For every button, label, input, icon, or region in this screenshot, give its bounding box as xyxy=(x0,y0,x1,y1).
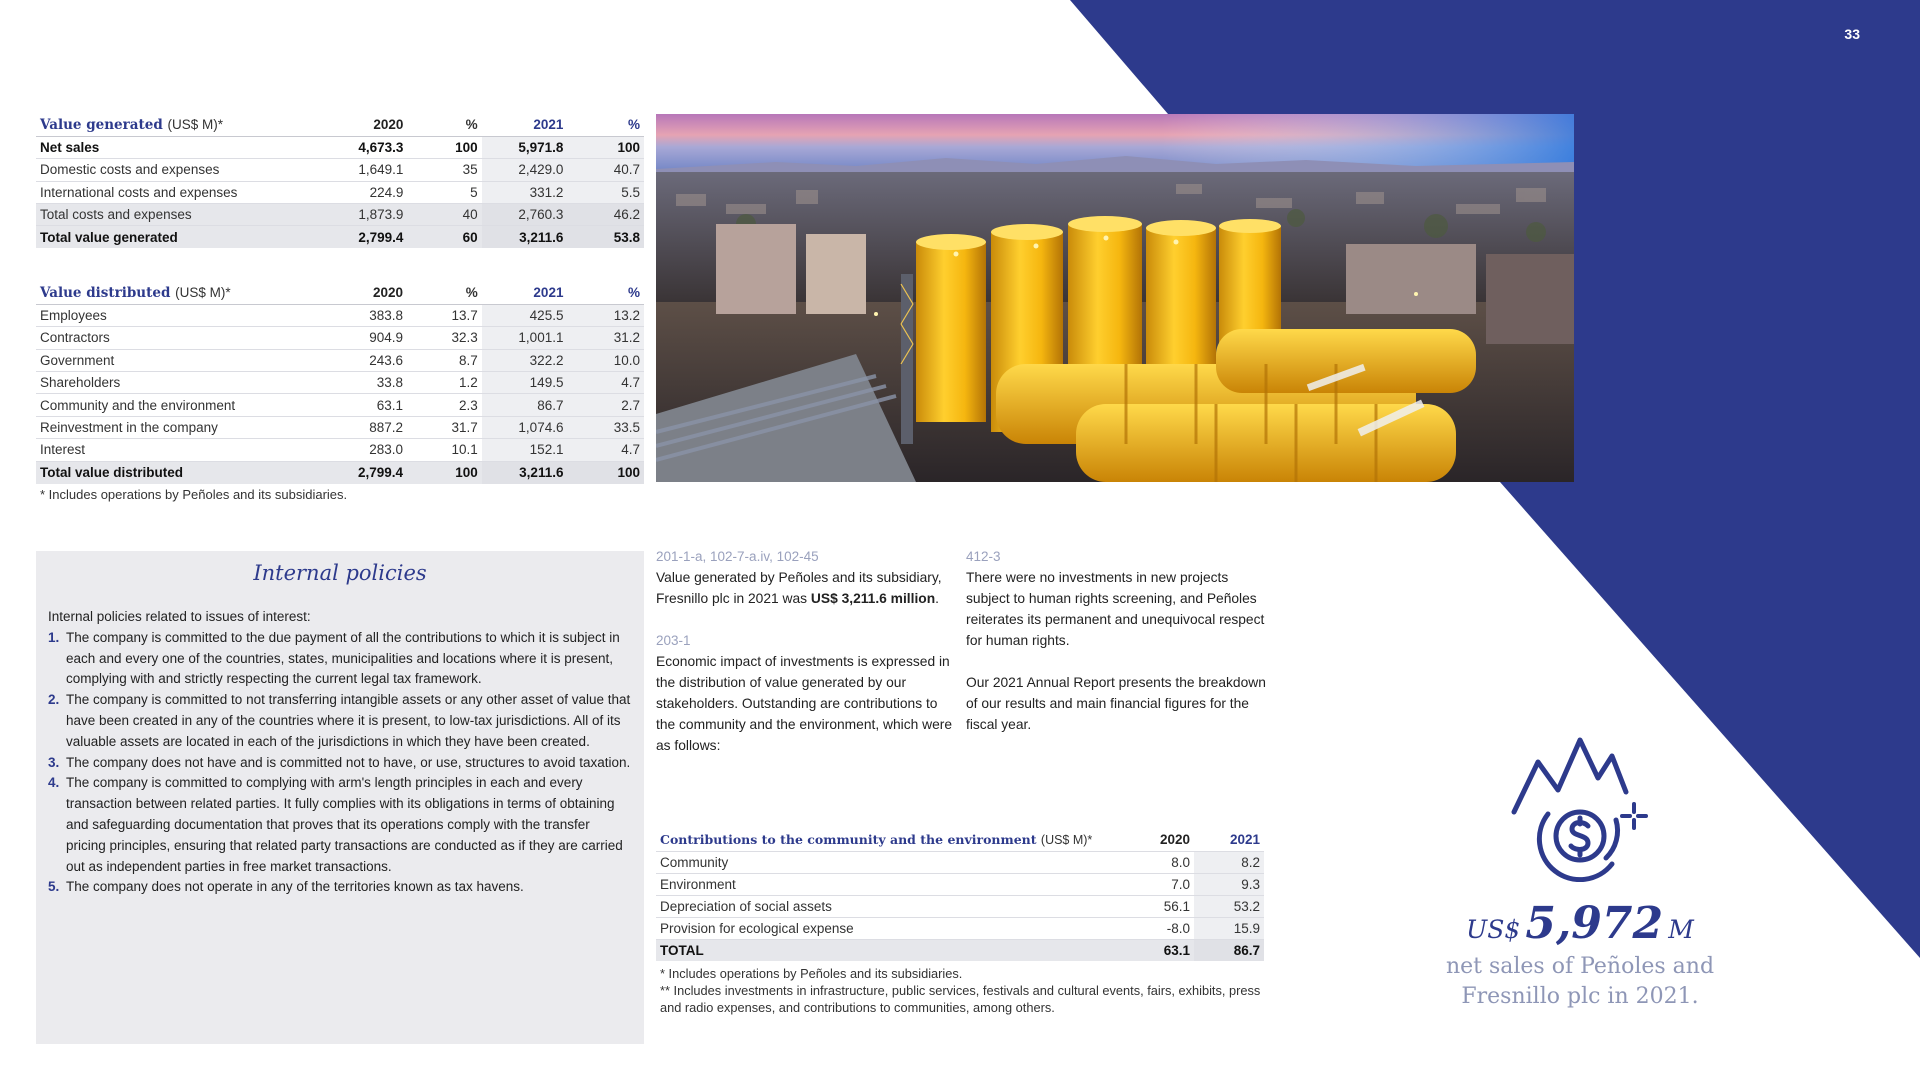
row-label: Total costs and expenses xyxy=(36,204,316,226)
cell-pct-2020: 2.3 xyxy=(407,394,482,416)
table-header-row xyxy=(656,829,1264,851)
cell-2020: 1,649.1 xyxy=(316,159,407,181)
industrial-plant-photo xyxy=(656,114,1574,482)
cell-2021: 2,760.3 xyxy=(482,204,568,226)
list-item-text: The company is committed to not transferring intangible assets or any other asset of value that have been created in any of the countries where it is present, to low-tax jurisdictions. All of its valuable assets are located in each of the jurisdictions in which they have been created. xyxy=(66,692,631,749)
col-header-pct-2020: % xyxy=(465,285,478,301)
cell-pct-2021: 100 xyxy=(567,136,644,158)
col-header-pct-2021: % xyxy=(627,285,640,301)
col-header-2021: 2021 xyxy=(533,117,564,133)
cell-2021: 3,211.6 xyxy=(482,461,568,483)
net-sales-caption: net sales of Peñoles and Fresnillo plc in 2021. xyxy=(1445,954,1715,1009)
table-row xyxy=(36,372,644,394)
contributions-footnotes xyxy=(660,965,1270,1016)
row-label: International costs and expenses xyxy=(36,181,316,203)
cell-pct-2021: 46.2 xyxy=(567,204,644,226)
cell-pct-2021: 100 xyxy=(567,461,644,483)
cell-pct-2021: 13.2 xyxy=(567,304,644,326)
cell-2021: 5,971.8 xyxy=(482,136,568,158)
contributions-table xyxy=(656,829,1264,961)
cell-pct-2020: 100 xyxy=(407,461,482,483)
list-item-number: 5. xyxy=(48,879,60,895)
footnote: * Includes operations by Peñoles and its subsidiaries. xyxy=(660,966,963,981)
net-sales-amount xyxy=(1420,898,1740,949)
cell-pct-2021: 33.5 xyxy=(567,416,644,438)
row-label: Community and the environment xyxy=(36,394,316,416)
table-row xyxy=(656,873,1264,895)
money-growth-icon xyxy=(1508,732,1648,882)
list-item xyxy=(48,628,632,690)
cell-2021: 331.2 xyxy=(482,181,568,203)
row-label: Total value generated xyxy=(36,226,316,248)
cell-2020: 887.2 xyxy=(316,416,407,438)
cell-2021: 1,074.6 xyxy=(482,416,568,438)
cell-2020: 1,873.9 xyxy=(316,204,407,226)
cell-2020: 904.9 xyxy=(316,327,407,349)
cell-pct-2021: 2.7 xyxy=(567,394,644,416)
table-unit: (US$ M)* xyxy=(175,284,231,300)
cell-2021: 152.1 xyxy=(482,439,568,461)
internal-policies-title: Internal policies xyxy=(253,561,427,585)
cell-2020: 224.9 xyxy=(316,181,407,203)
cell-pct-2020: 8.7 xyxy=(407,349,482,371)
cell-pct-2021: 4.7 xyxy=(567,439,644,461)
list-item-number: 2. xyxy=(48,692,60,708)
cell-pct-2020: 60 xyxy=(407,226,481,248)
cell-pct-2021: 4.7 xyxy=(567,372,644,394)
row-label: Net sales xyxy=(36,136,316,158)
col-header-2020: 2020 xyxy=(373,117,404,133)
cell-pct-2020: 32.3 xyxy=(407,327,482,349)
navy-top-band xyxy=(1070,0,1920,114)
row-label: Domestic costs and expenses xyxy=(36,159,316,181)
table-row xyxy=(36,204,644,226)
cell-2020: 63.1 xyxy=(316,394,407,416)
gri-reference: 201-1-a, 102-7-a.iv, 102-45 xyxy=(656,549,819,564)
navy-photo-right-band xyxy=(1574,114,1920,482)
table-row xyxy=(656,851,1264,873)
row-label: Government xyxy=(36,349,316,371)
table-row xyxy=(36,394,644,416)
cell-pct-2021: 10.0 xyxy=(567,349,644,371)
col-header-2020: 2020 xyxy=(372,285,404,301)
navy-diagonal-shape xyxy=(1500,482,1920,958)
row-label: Employees xyxy=(36,304,316,326)
human-rights-text-column xyxy=(966,546,1266,735)
table-row xyxy=(36,439,644,461)
cell-2021: 322.2 xyxy=(482,349,568,371)
footnote: ** Includes investments in infrastructure, public services, festivals and cultural events, fairs, exhibits, press and radio expenses, and contributions to communities, among others. xyxy=(660,983,1261,1015)
plant-illustration xyxy=(656,114,1574,482)
cell-2021: 8.2 xyxy=(1194,851,1264,873)
list-item xyxy=(48,753,632,774)
cell-2020: 383.8 xyxy=(316,304,407,326)
cell-2021: 3,211.6 xyxy=(482,226,568,248)
value-generated-table xyxy=(36,114,644,248)
amount-value: 5,972 xyxy=(1525,898,1664,949)
cell-pct-2021: 40.7 xyxy=(567,159,644,181)
cell-2021: 2,429.0 xyxy=(482,159,568,181)
col-header-pct-2020: % xyxy=(465,117,478,133)
cell-2021: 425.5 xyxy=(482,304,568,326)
table-row xyxy=(656,917,1264,939)
page-number: 33 xyxy=(1844,26,1860,42)
human-rights-paragraph: There were no investments in new projects subject to human rights screening, and Peñoles reiterates its permanent and unequivocal respect for human rights. xyxy=(966,570,1265,648)
table-row-total xyxy=(36,461,644,483)
cell-2021: 86.7 xyxy=(482,394,568,416)
table-row xyxy=(36,159,644,181)
cell-2020: 243.6 xyxy=(316,349,407,371)
list-item xyxy=(48,773,632,877)
cell-pct-2020: 5 xyxy=(407,181,481,203)
row-label: Total value distributed xyxy=(36,461,316,483)
row-label: Community xyxy=(656,851,1126,873)
table-row xyxy=(36,136,644,158)
cell-2020: 4,673.3 xyxy=(316,136,407,158)
cell-2021: 149.5 xyxy=(482,372,568,394)
internal-policies-intro: Internal policies related to issues of interest: xyxy=(48,609,311,624)
cell-2020: 8.0 xyxy=(1126,851,1194,873)
cell-pct-2021: 5.5 xyxy=(567,181,644,203)
internal-policies-list xyxy=(48,628,632,898)
table-row-total xyxy=(656,939,1264,961)
table-row xyxy=(36,304,644,326)
table-header-row xyxy=(36,282,644,304)
list-item-number: 1. xyxy=(48,629,60,645)
cell-2021: 53.2 xyxy=(1194,895,1264,917)
amount-suffix: M xyxy=(1668,915,1694,944)
cell-pct-2020: 1.2 xyxy=(407,372,482,394)
annual-report-paragraph: Our 2021 Annual Report presents the breakdown of our results and main financial figures for the fiscal year. xyxy=(966,675,1266,732)
cell-2020: 63.1 xyxy=(1126,939,1194,961)
table-title: Value generated (US$ M)* xyxy=(40,116,223,133)
table-row-total xyxy=(36,226,644,248)
table-row xyxy=(36,349,644,371)
row-label: TOTAL xyxy=(656,939,1126,961)
cell-pct-2020: 40 xyxy=(407,204,481,226)
cell-2020: 33.8 xyxy=(316,372,407,394)
table-title: Contributions to the community and the environment (US$ M)* xyxy=(660,832,1093,848)
list-item xyxy=(48,690,632,752)
cell-2020: 56.1 xyxy=(1126,895,1194,917)
col-header-2020: 2020 xyxy=(1159,832,1190,848)
row-label: Contractors xyxy=(36,327,316,349)
cell-2021: 86.7 xyxy=(1194,939,1264,961)
row-label: Shareholders xyxy=(36,372,316,394)
internal-policies-panel xyxy=(36,551,644,1044)
table-row xyxy=(36,181,644,203)
cell-2021: 1,001.1 xyxy=(482,327,568,349)
cell-pct-2020: 35 xyxy=(407,159,481,181)
row-label: Interest xyxy=(36,439,316,461)
table-row xyxy=(36,327,644,349)
cell-2020: -8.0 xyxy=(1126,917,1194,939)
col-header-2021: 2021 xyxy=(533,285,564,301)
row-label: Depreciation of social assets xyxy=(656,895,1126,917)
table-unit: (US$ M)* xyxy=(167,116,223,132)
economic-impact-paragraph: Economic impact of investments is expressed in the distribution of value generated by our stakeholders. Outstanding are contributions to the community and the environment, which were as follows: xyxy=(656,654,953,753)
cell-pct-2021: 53.8 xyxy=(567,226,644,248)
cell-2020: 283.0 xyxy=(316,439,407,461)
table-title: Value distributed (US$ M)* xyxy=(40,284,231,301)
list-item-text: The company does not operate in any of the territories known as tax havens. xyxy=(66,879,524,895)
table-row xyxy=(36,416,644,438)
cell-2020: 7.0 xyxy=(1126,873,1194,895)
row-label: Reinvestment in the company xyxy=(36,416,316,438)
col-header-pct-2021: % xyxy=(627,117,640,133)
list-item-text: The company does not have and is committed not to have, or use, structures to avoid taxation. xyxy=(66,754,631,770)
value-distributed-table xyxy=(36,282,644,484)
value-generated-amount: US$ 3,211.6 million xyxy=(810,591,936,606)
cell-pct-2021: 31.2 xyxy=(567,327,644,349)
cell-pct-2020: 10.1 xyxy=(407,439,482,461)
list-item-number: 4. xyxy=(48,775,60,791)
cell-2020: 2,799.4 xyxy=(316,461,407,483)
list-item-text: The company is committed to the due payment of all the contributions to which it is subject in each and every one of the countries, states, municipalities and locations where it is present, complying with and strictly respecting the current legal tax framework. xyxy=(66,629,620,687)
list-item xyxy=(48,877,632,898)
cell-pct-2020: 31.7 xyxy=(407,416,482,438)
gri-reference: 412-3 xyxy=(966,549,1001,564)
row-label: Provision for ecological expense xyxy=(656,917,1126,939)
row-label: Environment xyxy=(656,873,1126,895)
list-item-text: The company is committed to complying with arm's length principles in each and every transaction between related parties. It fully complies with its obligations in terms of obtaining and safeguarding documentation that proves that its operations comply with the transfer pricing principles, ensuring that related party transactions are conducted as if they are carried out as independent parties in free market transactions. xyxy=(66,775,623,874)
cell-2020: 2,799.4 xyxy=(316,226,407,248)
value-generated-paragraph: Value generated by Peñoles and its subsidiary, Fresnillo plc in 2021 was US$ 3,211.6 million. xyxy=(656,570,942,606)
table-row xyxy=(656,895,1264,917)
list-item-number: 3. xyxy=(48,754,60,770)
currency-label: US$ xyxy=(1466,915,1521,944)
cell-pct-2020: 100 xyxy=(407,136,481,158)
table-unit: (US$ M)* xyxy=(1040,833,1093,848)
col-header-2021: 2021 xyxy=(1229,832,1260,848)
value-distributed-footnote: * Includes operations by Peñoles and its subsidiaries. xyxy=(40,487,348,502)
value-generated-text-column xyxy=(656,546,956,756)
cell-2021: 9.3 xyxy=(1194,873,1264,895)
gri-reference: 203-1 xyxy=(656,633,691,648)
cell-pct-2020: 13.7 xyxy=(407,304,482,326)
cell-2021: 15.9 xyxy=(1194,917,1264,939)
table-header-row xyxy=(36,114,644,136)
